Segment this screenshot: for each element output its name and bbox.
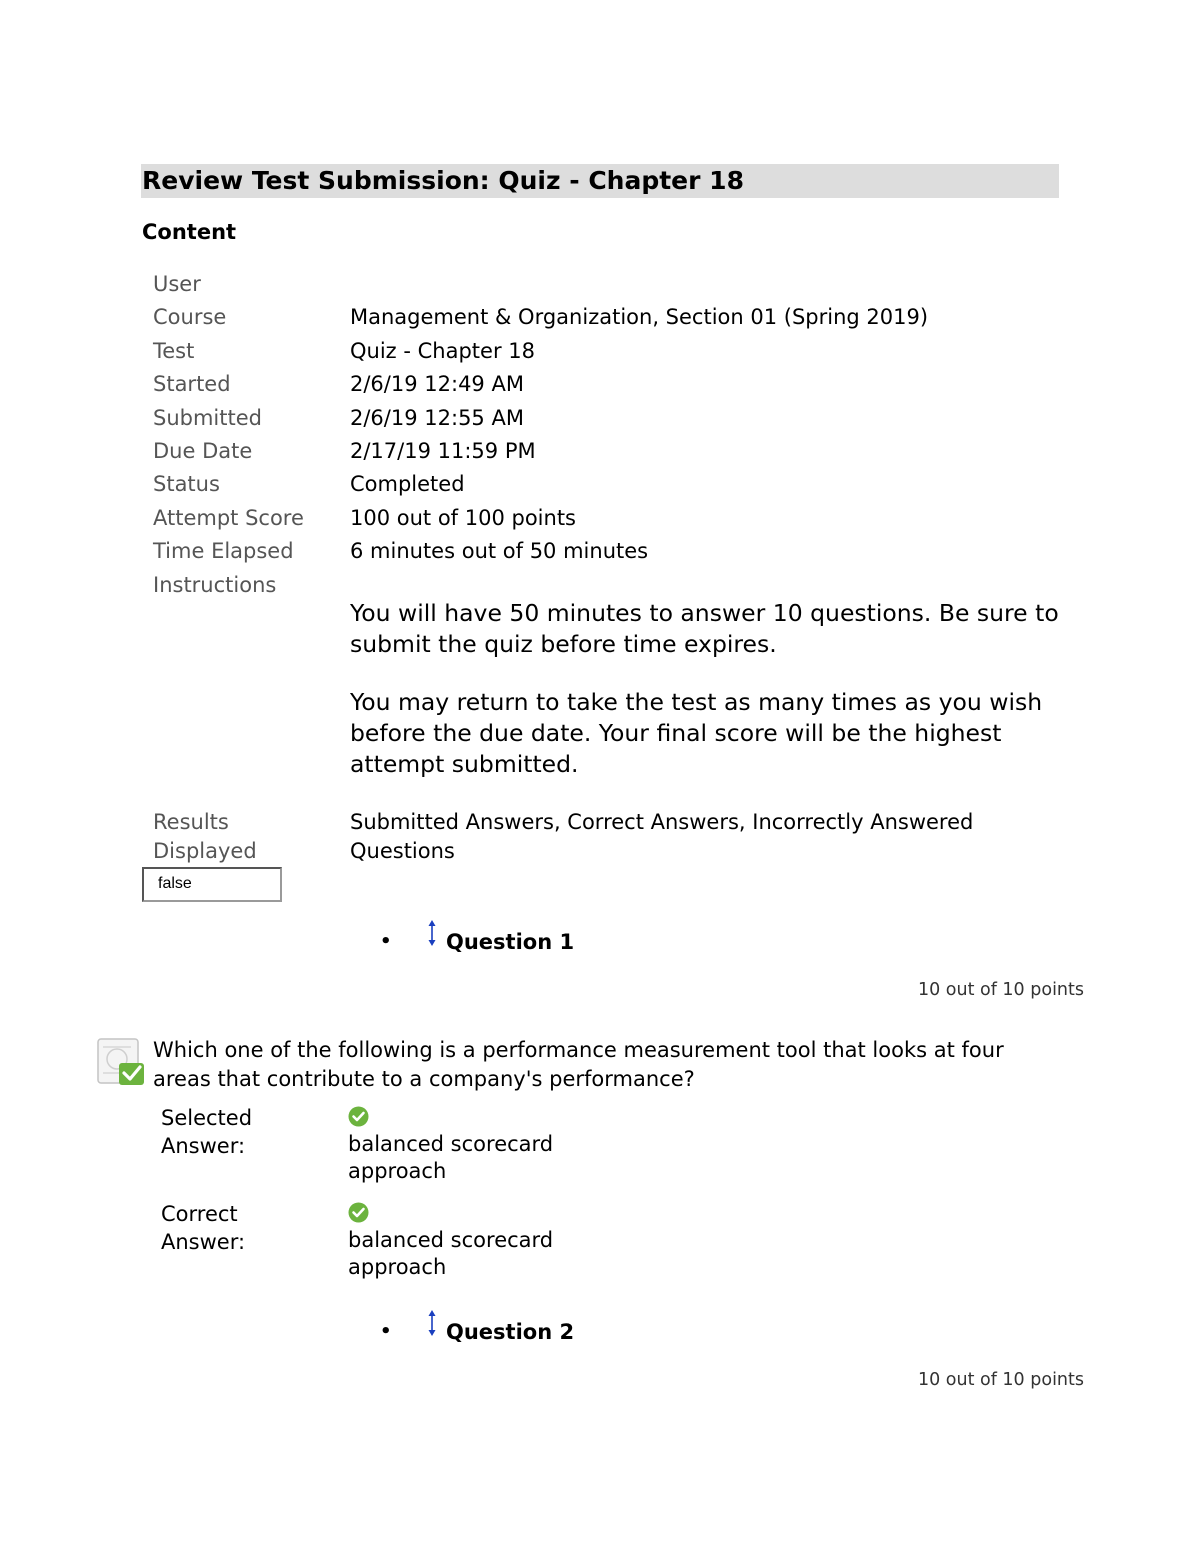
instructions-paragraph: You may return to take the test as many times as you wish before the due date. Your final score will be the highest attempt submitted. [350, 688, 1043, 778]
expand-collapse-arrow-icon[interactable] [426, 919, 438, 947]
detail-label: Started [153, 372, 231, 396]
detail-label: User [153, 272, 201, 296]
answer-label-line: Answer: [161, 1230, 246, 1254]
results-displayed-value: Submitted Answers, Correct Answers, Incorrectly Answered Questions [350, 810, 974, 863]
page-title: Review Test Submission: Quiz - Chapter 18 [141, 164, 1059, 198]
detail-label: Course [153, 305, 227, 329]
detail-value: Completed [350, 472, 465, 496]
correct-answer-text [348, 1227, 553, 1281]
selected-answer-text [348, 1131, 553, 1185]
question-label: Question 1 [446, 930, 575, 954]
detail-value: 2/6/19 12:55 AM [350, 406, 524, 430]
question-1-points: 10 out of 10 points [917, 980, 1084, 1000]
false-field[interactable]: false [142, 867, 282, 902]
results-label-line: Displayed [153, 839, 257, 863]
question-1-text: Which one of the following is a performance measurement tool that looks at four areas that contribute to a company's performance? [153, 1038, 1004, 1091]
detail-label: Status [153, 472, 220, 496]
selected-answer-label [161, 1104, 252, 1160]
detail-value: 6 minutes out of 50 minutes [350, 539, 649, 563]
answer-label-line: Selected [161, 1106, 253, 1130]
green-check-icon [348, 1106, 369, 1127]
results-label-line: Results [153, 810, 229, 834]
list-bullet: • [380, 931, 392, 952]
detail-value: Quiz - Chapter 18 [350, 339, 535, 363]
answer-text-line: balanced scorecard [348, 1132, 554, 1156]
detail-value: 2/17/19 11:59 PM [350, 439, 536, 463]
green-check-icon [348, 1202, 369, 1223]
instructions-paragraph: You will have 50 minutes to answer 10 questions. Be sure to submit the quiz before time expires. [350, 599, 1059, 658]
detail-label: Instructions [153, 573, 277, 597]
detail-label: Time Elapsed [153, 539, 294, 563]
section-heading-content: Content [142, 220, 237, 244]
correct-check-icon [97, 1037, 147, 1087]
expand-collapse-arrow-icon[interactable] [426, 1309, 438, 1337]
detail-label: Test [153, 339, 195, 363]
detail-label: Attempt Score [153, 506, 304, 530]
answer-text-line: approach [348, 1255, 447, 1279]
detail-value: Management & Organization, Section 01 (Spring 2019) [350, 305, 929, 329]
answer-text-line: approach [348, 1159, 447, 1183]
answer-text-line: balanced scorecard [348, 1228, 554, 1252]
detail-value: 2/6/19 12:49 AM [350, 372, 524, 396]
results-displayed-label [153, 808, 257, 866]
detail-label: Due Date [153, 439, 253, 463]
detail-value: 100 out of 100 points [350, 506, 576, 530]
question-2-points: 10 out of 10 points [917, 1370, 1084, 1390]
answer-label-line: Answer: [161, 1134, 246, 1158]
list-bullet: • [380, 1321, 392, 1342]
correct-answer-label [161, 1200, 245, 1256]
detail-label: Submitted [153, 406, 262, 430]
answer-label-line: Correct [161, 1202, 238, 1226]
question-label: Question 2 [446, 1320, 575, 1344]
instructions-text [350, 598, 1060, 807]
